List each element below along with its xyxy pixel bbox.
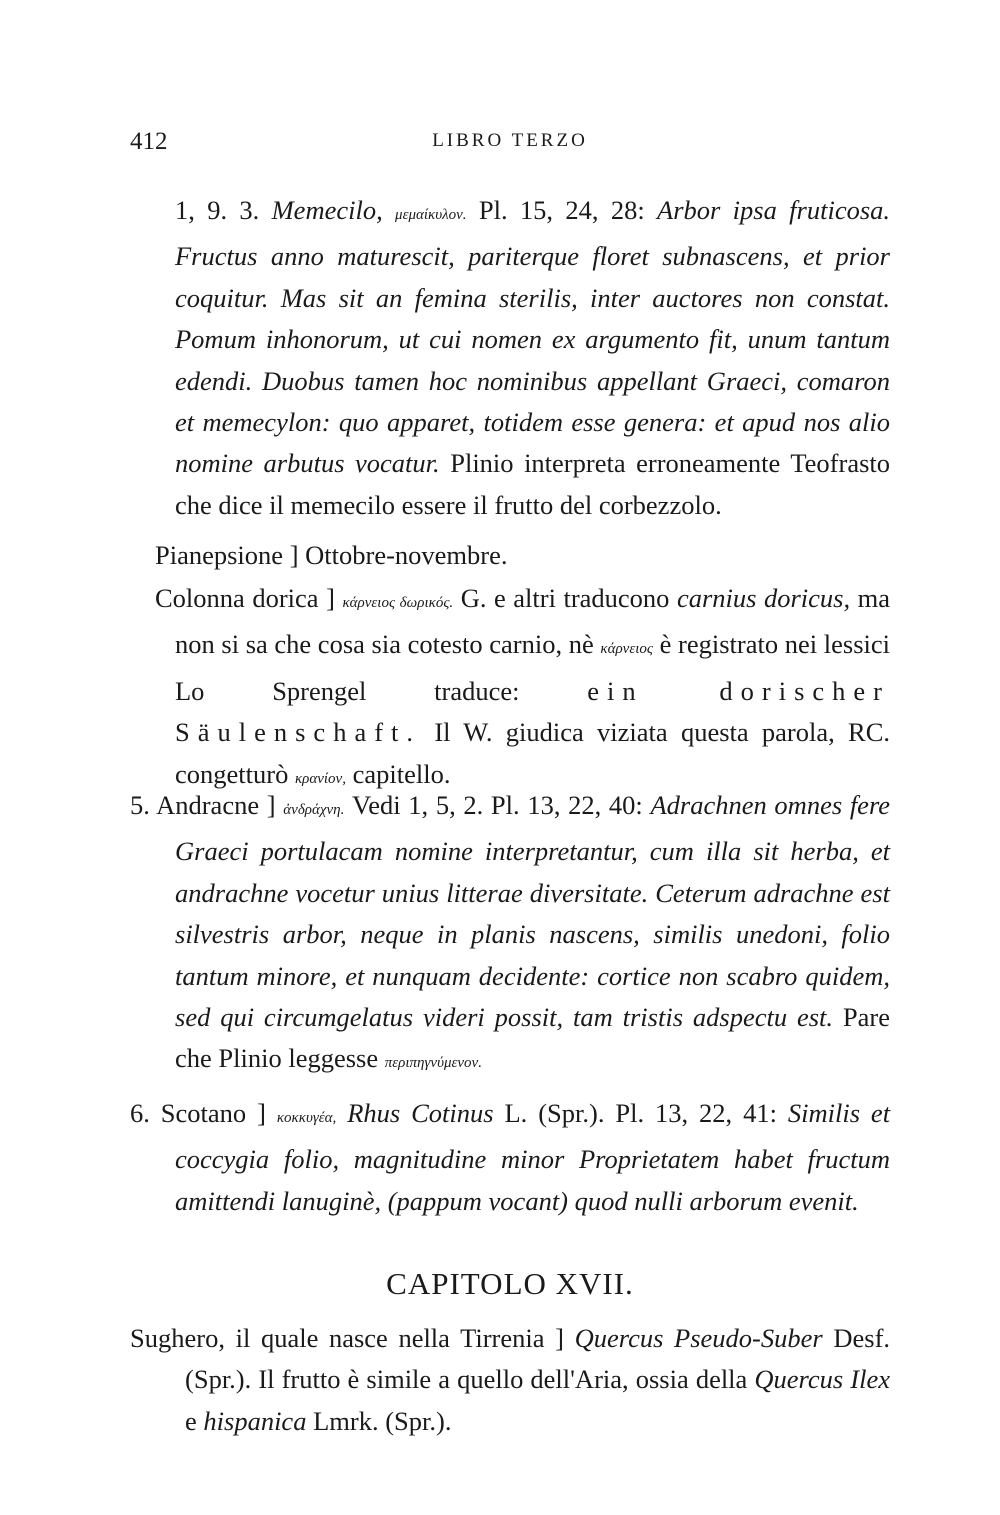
- german-translation: ein dorischer Säulenschaft.: [175, 675, 890, 748]
- commentary-text: è registrato nei lessici Lo Sprengel traduce:: [175, 629, 891, 706]
- chapter-heading: CAPITOLO XVII.: [386, 1266, 634, 1301]
- greek-word: κάρνειος: [600, 641, 654, 658]
- greek-word: κάρνειος δωρικός.: [342, 595, 454, 611]
- lemma-bracket: ]: [326, 583, 335, 613]
- commentary-text: ma non si sa che cosa sia cotesto carnio, nè: [175, 583, 891, 660]
- greek-word: κοκκυγέα,: [276, 1110, 337, 1126]
- note-pianepsione: [130, 535, 890, 576]
- lemma-bracket: ]: [555, 1323, 564, 1353]
- note-term: Colonna dorica: [155, 583, 319, 613]
- note-term: Memecilo,: [271, 195, 383, 225]
- pliny-reference: L. (Spr.). Pl. 13, 22, 41:: [504, 1098, 777, 1128]
- note-term: Scotano: [160, 1098, 247, 1128]
- greek-word: μεμαίκυλον.: [395, 207, 467, 223]
- botanical-name: Rhus Cotinus: [347, 1098, 494, 1128]
- latin-word: carnius doricus,: [676, 583, 851, 613]
- note-term: Pianepsione: [155, 540, 284, 570]
- commentary-text: Lmrk. (Spr.).: [313, 1405, 452, 1436]
- note-term: Andracne: [156, 790, 260, 820]
- running-title: LIBRO TERZO: [432, 130, 588, 151]
- note-andracne: [130, 785, 891, 1085]
- page-header: [130, 128, 890, 158]
- note-scotano: [130, 1093, 891, 1222]
- page-number: 412: [130, 128, 168, 155]
- note-number: 5.: [130, 790, 150, 820]
- note-lead: 1, 9. 3.: [175, 195, 260, 225]
- lemma-bracket: ]: [257, 1098, 266, 1128]
- latin-quotation: Similis et coccygia folio, magnitudine minor Proprietatem habet fructum amittendi lanuginè, (pappum vocant) quod nulli arborum evenit.: [175, 1098, 891, 1216]
- note-colonna-dorica: [155, 578, 891, 800]
- commentary-text: capitello.: [352, 758, 451, 789]
- greek-word: κρανίον,: [294, 770, 346, 787]
- commentary-text: Plinio interpreta erroneamente Teofrasto che dice il memecilo essere il frutto del corbezzolo.: [175, 448, 891, 520]
- latin-quotation: Arbor ipsa fruticosa. Fructus anno maturescit, pariterque floret subnascens, et prior coquitur. Mas sit an femina sterilis, inter auctores non constat. Pomum inhonorum, ut cui nomen ex argumento fit, unum tantum edendi. Duobus tamen hoc nominibus appellant Graeci, comaron et memecylon: quo apparet, totidem esse genera: et apud nos alio nomine arbutus vocatur.: [175, 195, 891, 479]
- pliny-reference: Pl. 15, 24, 28:: [478, 195, 645, 225]
- botanical-name: Quercus Ilex: [754, 1364, 891, 1395]
- commentary-text: Il W. giudica viziata questa parola, RC. congetturò: [175, 717, 891, 789]
- note-sughero: [130, 1318, 890, 1442]
- lemma-bracket: ]: [289, 540, 299, 570]
- botanical-name: Quercus Pseudo-Suber: [574, 1323, 823, 1353]
- commentary-text: Pare che Plinio leggesse: [175, 1002, 890, 1074]
- note-number: 6.: [130, 1098, 150, 1128]
- commentary-text: G. e altri traducono: [460, 583, 670, 613]
- latin-quotation: Adrachnen omnes fere Graeci portulacam nomine interpretantur, cum illa sit herba, et andrachne vocetur unius litterae diversitate. Ceterum adrachne est silvestris arbor, neque in planis nascens, similis unedoni, folio tantum minore, et nunquam decidente: cortice non scabro quidem, sed qui circumgelatus videri possit, tam tristis adspectu est.: [175, 790, 891, 1033]
- commentary-text: Desf. (Spr.). Il frutto è simile a quello dell'Aria, ossia della: [185, 1323, 891, 1395]
- commentary-text: Ottobre-novembre.: [305, 540, 508, 570]
- note-memecilo: [175, 190, 890, 526]
- botanical-name: hispanica: [203, 1405, 307, 1436]
- commentary-text: e: [185, 1405, 197, 1436]
- pliny-reference: Vedi 1, 5, 2. Pl. 13, 22, 40:: [352, 790, 643, 820]
- greek-word: ἀνδράχνη.: [283, 802, 345, 818]
- lemma-bracket: ]: [266, 790, 276, 820]
- greek-word: περιπηγνύμενον.: [384, 1055, 482, 1072]
- note-term: Sughero, il quale nasce nella Tirrenia: [130, 1323, 545, 1353]
